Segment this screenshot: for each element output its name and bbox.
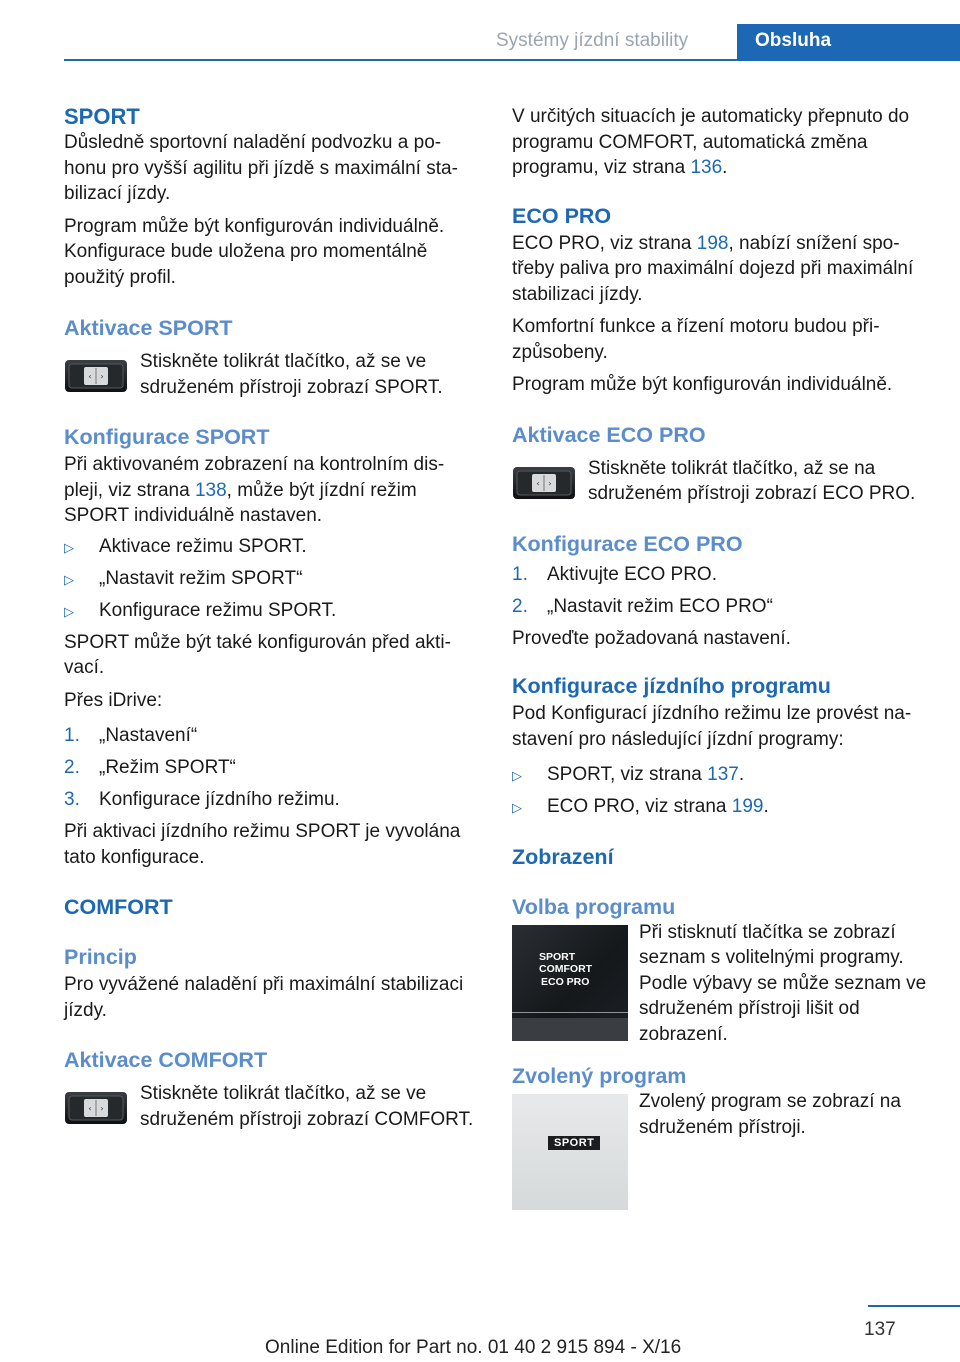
page-link-137[interactable]: 137	[707, 764, 739, 785]
list-item: ▷ ECO PRO, viz strana 199.	[512, 794, 928, 820]
eco-config-note: Program může být konfigurován individuálně.	[512, 374, 893, 395]
page-link-199[interactable]: 199	[731, 796, 764, 817]
list-item: 3. Konfigurace jízdního režimu.	[64, 789, 340, 810]
selected-program-block	[512, 1089, 928, 1216]
before-activation-text: SPORT může být také konfigurován před aktivací.	[64, 631, 451, 678]
heading-sport: SPORT	[64, 104, 140, 129]
heading-eco-pro: ECO PRO	[512, 203, 612, 228]
triangle-bullet-icon: ▷	[512, 800, 522, 815]
heading-selected-program: Zvolený program	[512, 1064, 687, 1088]
list-item: ▷ SPORT, viz strana 137.	[512, 762, 928, 788]
heading-principle: Princip	[64, 945, 137, 969]
list-item: 2. „Nastavit režim ECO PRO“	[512, 595, 773, 617]
heading-activate-comfort: Aktivace COMFORT	[64, 1048, 268, 1072]
activate-eco-text: Stiskněte tolikrát tlačítko, až se na sdruženém přístroji zobrazí ECO PRO.	[588, 457, 916, 504]
sport-description: Důsledně sportovní naladění podvozku a pohonu pro vyšší agilitu při jízdě s maximální stabilizací jízdy.	[64, 132, 458, 204]
idrive-result-text: Při aktivaci jízdního režimu SPORT je vyvolána tato konfigurace.	[64, 821, 461, 868]
heading-activate-sport: Aktivace SPORT	[64, 316, 233, 340]
config-sport-bullets	[64, 534, 476, 624]
eco-pro-text: ECO PRO, viz strana 198, nabízí snížení spotřeby paliva pro maximální dojezd při maximální stabilizaci jízdy.	[512, 232, 914, 305]
list-item: ▷ „Nastavit režim SPORT“	[64, 566, 476, 592]
select-program-block	[512, 920, 928, 1048]
select-program-text: Při stisknutí tlačítka se zobrazí seznam s volitelnými programy. Podle výbavy se může seznam ve sdruženém přístroji lišit od zobrazení.	[639, 921, 927, 1045]
heading-drive-program-config: Konfigurace jízdního programu	[512, 674, 831, 698]
running-header-section: Systémy jízdní stability	[496, 30, 689, 51]
activate-eco-block	[512, 456, 928, 507]
idrive-text: Přes iDrive:	[64, 689, 163, 711]
principle-text: Pro vyvážené naladění při maximální stabilizaci jízdy.	[64, 974, 464, 1021]
heading-select-program: Volba programu	[512, 894, 676, 919]
activate-comfort-block	[64, 1081, 476, 1132]
page-number: 137	[864, 1319, 896, 1340]
selected-program-display-image	[512, 1094, 628, 1210]
running-header-tab: Obsluha	[737, 24, 960, 61]
triangle-bullet-icon: ▷	[64, 571, 74, 587]
list-item: 2. „Režim SPORT“	[64, 757, 236, 778]
heading-config-eco-pro: Konfigurace ECO PRO	[512, 531, 743, 556]
activate-sport-text: Stiskněte tolikrát tlačítko, až se ve sdruženém přístroji zobrazí SPORT.	[140, 351, 443, 398]
list-item: 1. „Nastavení“	[64, 725, 198, 746]
left-column	[64, 104, 476, 1132]
drive-program-text: Pod Konfigurací jízdního režimu lze provést nastavení pro následující jízdní programy:	[512, 703, 912, 750]
config-sport-text: Při aktivovaném zobrazení na kontrolním displeji, viz strana 138, může být jízdní režim SPORT individuálně nastaven.	[64, 454, 445, 526]
heading-display: Zobrazení	[512, 844, 614, 869]
eco-apply-text: Proveďte požadovaná nastavení.	[512, 627, 791, 649]
heading-comfort: COMFORT	[64, 895, 173, 919]
list-item: ▷ Konfigurace režimu SPORT.	[64, 598, 476, 624]
driving-experience-switch-icon	[512, 466, 576, 500]
eco-comfort-text: Komfortní funkce a řízení motoru budou přizpůsobeny.	[512, 316, 880, 363]
driving-experience-switch-icon	[64, 1091, 128, 1125]
page-link-198[interactable]: 198	[696, 232, 729, 254]
triangle-bullet-icon: ▷	[64, 539, 74, 555]
selected-program-badge: SPORT	[548, 1136, 600, 1150]
list-item: ▷ Aktivace režimu SPORT.	[64, 534, 476, 560]
list-item: 1. Aktivujte ECO PRO.	[512, 563, 717, 585]
activate-comfort-text: Stiskněte tolikrát tlačítko, až se ve sdruženém přístroji zobrazí COMFORT.	[140, 1083, 474, 1130]
right-column	[512, 104, 928, 1216]
program-list-display-image	[512, 925, 628, 1041]
config-eco-steps	[512, 562, 928, 620]
program-menu: SPORT COMFORT ECO PRO	[539, 950, 593, 988]
header-rule	[64, 59, 737, 61]
selected-program-text: Zvolený program se zobrazí na sdruženém přístroji.	[639, 1091, 901, 1138]
sport-config-note: Program může být konfigurován individuálně. Konfigurace bude uložena pro momentálně použitý profil.	[64, 215, 445, 288]
idrive-steps	[64, 723, 476, 813]
drive-program-list	[512, 762, 928, 820]
triangle-bullet-icon: ▷	[512, 768, 522, 783]
driving-experience-switch-icon	[64, 359, 128, 393]
activate-sport-block	[64, 349, 476, 400]
heading-config-sport: Konfigurace SPORT	[64, 425, 270, 449]
page-link-136[interactable]: 136	[690, 157, 723, 178]
footer-rule	[868, 1305, 960, 1307]
page-link-138[interactable]: 138	[194, 479, 227, 501]
triangle-bullet-icon: ▷	[64, 603, 74, 619]
heading-activate-eco-pro: Aktivace ECO PRO	[512, 422, 706, 447]
auto-switch-text: V určitých situacích je automaticky přepnuto do programu COMFORT, automatická změna programu, viz strana 136.	[512, 106, 910, 178]
footer-edition: Online Edition for Part no. 01 40 2 915 894 - X/16	[265, 1337, 682, 1358]
